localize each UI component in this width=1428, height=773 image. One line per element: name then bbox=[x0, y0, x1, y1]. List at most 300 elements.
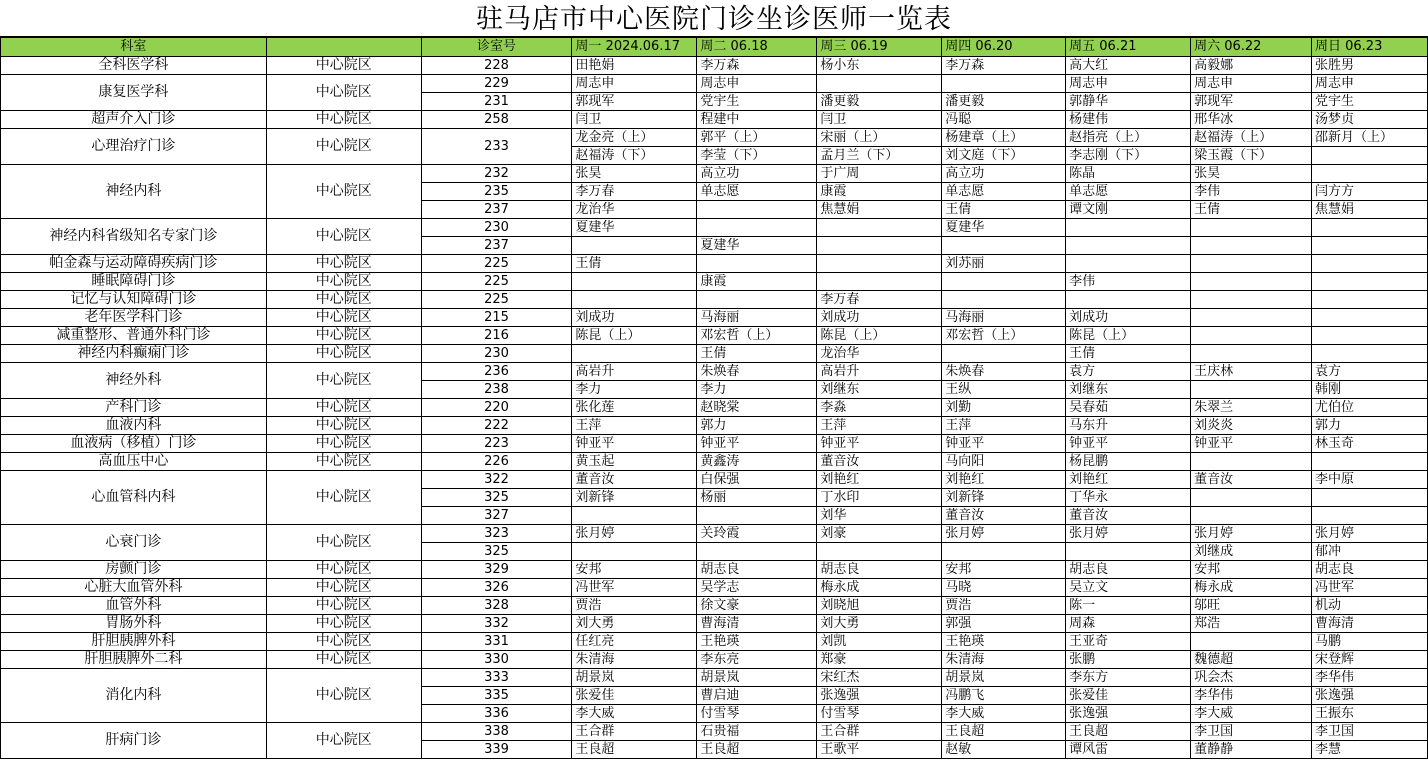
doctor-cell[interactable]: 吴立文 bbox=[1066, 579, 1191, 597]
doctor-cell[interactable]: 赵敏 bbox=[942, 741, 1066, 759]
doctor-cell[interactable]: 张爱佳 bbox=[572, 687, 697, 705]
doctor-cell[interactable]: 焦慧娟 bbox=[1312, 201, 1428, 219]
doctor-cell[interactable]: 张逸强 bbox=[1312, 687, 1428, 705]
doctor-cell[interactable]: 李伟 bbox=[1066, 273, 1191, 291]
doctor-cell[interactable] bbox=[1312, 273, 1428, 291]
doctor-cell[interactable]: 袁方 bbox=[1066, 363, 1191, 381]
doctor-cell[interactable]: 梅永成 bbox=[1191, 579, 1312, 597]
doctor-cell[interactable]: 钟亚平 bbox=[817, 435, 942, 453]
doctor-cell[interactable]: 李万春 bbox=[572, 183, 697, 201]
doctor-cell[interactable]: 邢华冰 bbox=[1191, 111, 1312, 129]
doctor-cell[interactable]: 曹启迪 bbox=[697, 687, 817, 705]
doctor-cell[interactable]: 李卫国 bbox=[1312, 723, 1428, 741]
doctor-cell[interactable] bbox=[1191, 237, 1312, 255]
doctor-cell[interactable] bbox=[1191, 273, 1312, 291]
doctor-cell[interactable]: 张爱佳 bbox=[1066, 687, 1191, 705]
doctor-cell[interactable]: 王庆林 bbox=[1191, 363, 1312, 381]
doctor-cell[interactable]: 朱清海 bbox=[572, 651, 697, 669]
doctor-cell[interactable]: 杨小东 bbox=[817, 57, 942, 75]
doctor-cell[interactable]: 丁华永 bbox=[1066, 489, 1191, 507]
room-cell[interactable]: 223 bbox=[421, 435, 572, 453]
doctor-cell[interactable]: 郑浩 bbox=[1191, 615, 1312, 633]
doctor-cell[interactable]: 陈昆（上） bbox=[817, 327, 942, 345]
doctor-cell[interactable]: 刘艳红 bbox=[1066, 471, 1191, 489]
doctor-cell[interactable]: 刘成功 bbox=[572, 309, 697, 327]
doctor-cell[interactable]: 李志刚（下） bbox=[1066, 147, 1191, 165]
doctor-cell[interactable] bbox=[1191, 633, 1312, 651]
doctor-cell[interactable] bbox=[572, 345, 697, 363]
doctor-cell[interactable]: 刘新锋 bbox=[572, 489, 697, 507]
doctor-cell[interactable]: 刘华 bbox=[817, 507, 942, 525]
doctor-cell[interactable]: 邓宏哲（上） bbox=[942, 327, 1066, 345]
doctor-cell[interactable]: 张化莲 bbox=[572, 399, 697, 417]
department-cell[interactable]: 超声介入门诊 bbox=[1, 111, 267, 129]
doctor-cell[interactable]: 李大威 bbox=[942, 705, 1066, 723]
doctor-cell[interactable] bbox=[942, 543, 1066, 561]
doctor-cell[interactable] bbox=[817, 237, 942, 255]
department-cell[interactable]: 高血压中心 bbox=[1, 453, 267, 471]
doctor-cell[interactable]: 王良超 bbox=[697, 741, 817, 759]
doctor-cell[interactable]: 高立功 bbox=[942, 165, 1066, 183]
doctor-cell[interactable]: 焦慧娟 bbox=[817, 201, 942, 219]
room-cell[interactable]: 258 bbox=[421, 111, 572, 129]
doctor-cell[interactable] bbox=[1191, 507, 1312, 525]
doctor-cell[interactable]: 王倩 bbox=[1191, 201, 1312, 219]
doctor-cell[interactable] bbox=[942, 291, 1066, 309]
doctor-cell[interactable]: 黄玉起 bbox=[572, 453, 697, 471]
campus-cell[interactable]: 中心院区 bbox=[266, 525, 421, 561]
doctor-cell[interactable] bbox=[817, 273, 942, 291]
doctor-cell[interactable]: 马晓 bbox=[942, 579, 1066, 597]
doctor-cell[interactable]: 韩刚 bbox=[1312, 381, 1428, 399]
room-cell[interactable]: 222 bbox=[421, 417, 572, 435]
room-cell[interactable]: 330 bbox=[421, 651, 572, 669]
room-cell[interactable]: 216 bbox=[421, 327, 572, 345]
department-cell[interactable]: 康复医学科 bbox=[1, 75, 267, 111]
doctor-cell[interactable] bbox=[942, 237, 1066, 255]
doctor-cell[interactable] bbox=[1191, 381, 1312, 399]
campus-cell[interactable]: 中心院区 bbox=[266, 399, 421, 417]
doctor-cell[interactable] bbox=[1191, 255, 1312, 273]
doctor-cell[interactable]: 王萍 bbox=[572, 417, 697, 435]
doctor-cell[interactable]: 刘成功 bbox=[817, 309, 942, 327]
doctor-cell[interactable] bbox=[817, 255, 942, 273]
campus-cell[interactable]: 中心院区 bbox=[266, 363, 421, 399]
doctor-cell[interactable]: 宋红杰 bbox=[817, 669, 942, 687]
doctor-cell[interactable]: 龙治华 bbox=[817, 345, 942, 363]
doctor-cell[interactable]: 钟亚平 bbox=[572, 435, 697, 453]
doctor-cell[interactable]: 夏建华 bbox=[942, 219, 1066, 237]
doctor-cell[interactable]: 石贵福 bbox=[697, 723, 817, 741]
department-cell[interactable]: 肝病门诊 bbox=[1, 723, 267, 759]
doctor-cell[interactable]: 董音汝 bbox=[1191, 471, 1312, 489]
doctor-cell[interactable]: 李万森 bbox=[697, 57, 817, 75]
doctor-cell[interactable]: 李力 bbox=[572, 381, 697, 399]
room-cell[interactable]: 332 bbox=[421, 615, 572, 633]
doctor-cell[interactable]: 王合群 bbox=[817, 723, 942, 741]
department-cell[interactable]: 血液内科 bbox=[1, 417, 267, 435]
doctor-cell[interactable]: 王萍 bbox=[942, 417, 1066, 435]
doctor-cell[interactable]: 钟亚平 bbox=[697, 435, 817, 453]
doctor-cell[interactable]: 王亚奇 bbox=[1066, 633, 1191, 651]
doctor-cell[interactable]: 董音汝 bbox=[1066, 507, 1191, 525]
doctor-cell[interactable]: 郭力 bbox=[697, 417, 817, 435]
doctor-cell[interactable]: 胡景岚 bbox=[572, 669, 697, 687]
doctor-cell[interactable]: 刘文庭（下） bbox=[942, 147, 1066, 165]
doctor-cell[interactable] bbox=[817, 75, 942, 93]
header-day-thu[interactable]: 周四 06.20 bbox=[942, 38, 1066, 57]
doctor-cell[interactable]: 田艳娟 bbox=[572, 57, 697, 75]
doctor-cell[interactable] bbox=[1312, 507, 1428, 525]
room-cell[interactable]: 331 bbox=[421, 633, 572, 651]
doctor-cell[interactable]: 钟亚平 bbox=[1066, 435, 1191, 453]
doctor-cell[interactable]: 汤梦贞 bbox=[1312, 111, 1428, 129]
doctor-cell[interactable]: 王倩 bbox=[1066, 345, 1191, 363]
campus-cell[interactable]: 中心院区 bbox=[266, 219, 421, 255]
doctor-cell[interactable]: 李淼 bbox=[817, 399, 942, 417]
doctor-cell[interactable]: 李莹（下） bbox=[697, 147, 817, 165]
room-cell[interactable]: 226 bbox=[421, 453, 572, 471]
doctor-cell[interactable] bbox=[1066, 291, 1191, 309]
campus-cell[interactable]: 中心院区 bbox=[266, 111, 421, 129]
doctor-cell[interactable]: 胡景岚 bbox=[942, 669, 1066, 687]
doctor-cell[interactable] bbox=[1191, 327, 1312, 345]
doctor-cell[interactable]: 朱翠兰 bbox=[1191, 399, 1312, 417]
campus-cell[interactable]: 中心院区 bbox=[266, 471, 421, 525]
doctor-cell[interactable]: 贾浩 bbox=[572, 597, 697, 615]
doctor-cell[interactable]: 刘继成 bbox=[1191, 543, 1312, 561]
doctor-cell[interactable]: 关玲霞 bbox=[697, 525, 817, 543]
doctor-cell[interactable]: 王纵 bbox=[942, 381, 1066, 399]
campus-cell[interactable]: 中心院区 bbox=[266, 435, 421, 453]
department-cell[interactable]: 记忆与认知障碍门诊 bbox=[1, 291, 267, 309]
room-cell[interactable]: 232 bbox=[421, 165, 572, 183]
room-cell[interactable]: 323 bbox=[421, 525, 572, 543]
room-cell[interactable]: 229 bbox=[421, 75, 572, 93]
doctor-cell[interactable]: 李万森 bbox=[942, 57, 1066, 75]
doctor-cell[interactable]: 王良超 bbox=[572, 741, 697, 759]
doctor-cell[interactable]: 吴学志 bbox=[697, 579, 817, 597]
campus-cell[interactable]: 中心院区 bbox=[266, 615, 421, 633]
room-cell[interactable]: 225 bbox=[421, 291, 572, 309]
doctor-cell[interactable]: 杨建章（上） bbox=[942, 129, 1066, 147]
department-cell[interactable]: 帕金森与运动障碍疾病门诊 bbox=[1, 255, 267, 273]
doctor-cell[interactable]: 党宇生 bbox=[1312, 93, 1428, 111]
doctor-cell[interactable]: 李卫国 bbox=[1191, 723, 1312, 741]
doctor-cell[interactable]: 刘豪 bbox=[817, 525, 942, 543]
doctor-cell[interactable]: 刘新锋 bbox=[942, 489, 1066, 507]
department-cell[interactable]: 肝胆胰脾外科 bbox=[1, 633, 267, 651]
doctor-cell[interactable]: 刘大勇 bbox=[817, 615, 942, 633]
department-cell[interactable]: 全科医学科 bbox=[1, 57, 267, 75]
doctor-cell[interactable]: 于广周 bbox=[817, 165, 942, 183]
doctor-cell[interactable]: 冯聪 bbox=[942, 111, 1066, 129]
room-cell[interactable]: 335 bbox=[421, 687, 572, 705]
doctor-cell[interactable]: 周志申 bbox=[572, 75, 697, 93]
department-cell[interactable]: 血液病（移植）门诊 bbox=[1, 435, 267, 453]
room-cell[interactable]: 336 bbox=[421, 705, 572, 723]
doctor-cell[interactable]: 安邦 bbox=[572, 561, 697, 579]
doctor-cell[interactable]: 贾浩 bbox=[942, 597, 1066, 615]
department-cell[interactable]: 神经内科癫痫门诊 bbox=[1, 345, 267, 363]
room-cell[interactable]: 225 bbox=[421, 273, 572, 291]
doctor-cell[interactable] bbox=[1312, 165, 1428, 183]
campus-cell[interactable]: 中心院区 bbox=[266, 633, 421, 651]
doctor-cell[interactable]: 龙金亮（上） bbox=[572, 129, 697, 147]
doctor-cell[interactable]: 李伟 bbox=[1191, 183, 1312, 201]
department-cell[interactable]: 心血管科内科 bbox=[1, 471, 267, 525]
doctor-cell[interactable]: 安邦 bbox=[1191, 561, 1312, 579]
campus-cell[interactable]: 中心院区 bbox=[266, 327, 421, 345]
doctor-cell[interactable]: 党宇生 bbox=[697, 93, 817, 111]
doctor-cell[interactable]: 马向阳 bbox=[942, 453, 1066, 471]
doctor-cell[interactable]: 安邦 bbox=[942, 561, 1066, 579]
campus-cell[interactable]: 中心院区 bbox=[266, 75, 421, 111]
room-cell[interactable]: 235 bbox=[421, 183, 572, 201]
doctor-cell[interactable]: 李万春 bbox=[817, 291, 942, 309]
doctor-cell[interactable]: 付雪琴 bbox=[817, 705, 942, 723]
doctor-cell[interactable]: 周志申 bbox=[697, 75, 817, 93]
doctor-cell[interactable]: 高毅娜 bbox=[1191, 57, 1312, 75]
header-day-tue[interactable]: 周二 06.18 bbox=[697, 38, 817, 57]
campus-cell[interactable]: 中心院区 bbox=[266, 57, 421, 75]
doctor-cell[interactable]: 吴春茹 bbox=[1066, 399, 1191, 417]
doctor-cell[interactable]: 刘艳红 bbox=[817, 471, 942, 489]
campus-cell[interactable]: 中心院区 bbox=[266, 723, 421, 759]
doctor-cell[interactable]: 陈昆（上） bbox=[572, 327, 697, 345]
department-cell[interactable]: 血管外科 bbox=[1, 597, 267, 615]
campus-cell[interactable]: 中心院区 bbox=[266, 309, 421, 327]
doctor-cell[interactable]: 刘苏丽 bbox=[942, 255, 1066, 273]
doctor-cell[interactable]: 刘继东 bbox=[817, 381, 942, 399]
room-cell[interactable]: 328 bbox=[421, 597, 572, 615]
doctor-cell[interactable]: 董音汝 bbox=[572, 471, 697, 489]
doctor-cell[interactable] bbox=[1066, 219, 1191, 237]
doctor-cell[interactable]: 刘继东 bbox=[1066, 381, 1191, 399]
doctor-cell[interactable]: 康霞 bbox=[817, 183, 942, 201]
doctor-cell[interactable]: 高立功 bbox=[697, 165, 817, 183]
header-day-wed[interactable]: 周三 06.19 bbox=[817, 38, 942, 57]
campus-cell[interactable]: 中心院区 bbox=[266, 579, 421, 597]
doctor-cell[interactable]: 胡志良 bbox=[697, 561, 817, 579]
doctor-cell[interactable]: 王歌平 bbox=[817, 741, 942, 759]
room-cell[interactable]: 225 bbox=[421, 255, 572, 273]
doctor-cell[interactable]: 谭文刚 bbox=[1066, 201, 1191, 219]
room-cell[interactable]: 215 bbox=[421, 309, 572, 327]
doctor-cell[interactable]: 张月婷 bbox=[1312, 525, 1428, 543]
doctor-cell[interactable] bbox=[697, 507, 817, 525]
doctor-cell[interactable]: 周志申 bbox=[1312, 75, 1428, 93]
room-cell[interactable]: 237 bbox=[421, 237, 572, 255]
doctor-cell[interactable]: 王良超 bbox=[942, 723, 1066, 741]
doctor-cell[interactable]: 付雪琴 bbox=[697, 705, 817, 723]
doctor-cell[interactable]: 高大红 bbox=[1066, 57, 1191, 75]
doctor-cell[interactable]: 杨昆鹏 bbox=[1066, 453, 1191, 471]
doctor-cell[interactable]: 马东升 bbox=[1066, 417, 1191, 435]
doctor-cell[interactable]: 朱焕春 bbox=[942, 363, 1066, 381]
doctor-cell[interactable]: 夏建华 bbox=[697, 237, 817, 255]
doctor-cell[interactable]: 周志申 bbox=[1191, 75, 1312, 93]
doctor-cell[interactable]: 王倩 bbox=[572, 255, 697, 273]
room-cell[interactable]: 325 bbox=[421, 489, 572, 507]
doctor-cell[interactable]: 李大威 bbox=[1191, 705, 1312, 723]
doctor-cell[interactable]: 李慧 bbox=[1312, 741, 1428, 759]
doctor-cell[interactable]: 朱清海 bbox=[942, 651, 1066, 669]
doctor-cell[interactable]: 程建中 bbox=[697, 111, 817, 129]
department-cell[interactable]: 老年医学科门诊 bbox=[1, 309, 267, 327]
campus-cell[interactable]: 中心院区 bbox=[266, 291, 421, 309]
room-cell[interactable]: 233 bbox=[421, 129, 572, 165]
campus-cell[interactable]: 中心院区 bbox=[266, 453, 421, 471]
doctor-cell[interactable]: 刘大勇 bbox=[572, 615, 697, 633]
doctor-cell[interactable]: 郑豪 bbox=[817, 651, 942, 669]
doctor-cell[interactable]: 曹海清 bbox=[1312, 615, 1428, 633]
doctor-cell[interactable]: 张逸强 bbox=[817, 687, 942, 705]
doctor-cell[interactable]: 王合群 bbox=[572, 723, 697, 741]
campus-cell[interactable]: 中心院区 bbox=[266, 345, 421, 363]
doctor-cell[interactable]: 郭现军 bbox=[572, 93, 697, 111]
doctor-cell[interactable]: 潘更毅 bbox=[942, 93, 1066, 111]
doctor-cell[interactable]: 孟月兰（下） bbox=[817, 147, 942, 165]
doctor-cell[interactable]: 董静静 bbox=[1191, 741, 1312, 759]
doctor-cell[interactable]: 张月婷 bbox=[572, 525, 697, 543]
department-cell[interactable]: 肝胆胰脾外二科 bbox=[1, 651, 267, 669]
doctor-cell[interactable]: 杨建伟 bbox=[1066, 111, 1191, 129]
department-cell[interactable]: 胃肠外科 bbox=[1, 615, 267, 633]
doctor-cell[interactable]: 郭静华 bbox=[1066, 93, 1191, 111]
room-cell[interactable]: 329 bbox=[421, 561, 572, 579]
doctor-cell[interactable]: 李东方 bbox=[1066, 669, 1191, 687]
doctor-cell[interactable]: 董音汝 bbox=[942, 507, 1066, 525]
department-cell[interactable]: 心脏大血管外科 bbox=[1, 579, 267, 597]
doctor-cell[interactable]: 胡志良 bbox=[1312, 561, 1428, 579]
doctor-cell[interactable]: 黄鑫涛 bbox=[697, 453, 817, 471]
doctor-cell[interactable]: 龙治华 bbox=[572, 201, 697, 219]
doctor-cell[interactable]: 刘勤 bbox=[942, 399, 1066, 417]
doctor-cell[interactable] bbox=[1191, 219, 1312, 237]
doctor-cell[interactable]: 王振东 bbox=[1312, 705, 1428, 723]
doctor-cell[interactable] bbox=[572, 237, 697, 255]
doctor-cell[interactable] bbox=[697, 291, 817, 309]
doctor-cell[interactable]: 单志愿 bbox=[1066, 183, 1191, 201]
doctor-cell[interactable]: 刘成功 bbox=[1066, 309, 1191, 327]
doctor-cell[interactable]: 杨丽 bbox=[697, 489, 817, 507]
room-cell[interactable]: 230 bbox=[421, 219, 572, 237]
doctor-cell[interactable]: 朱焕春 bbox=[697, 363, 817, 381]
campus-cell[interactable]: 中心院区 bbox=[266, 417, 421, 435]
room-cell[interactable]: 333 bbox=[421, 669, 572, 687]
doctor-cell[interactable]: 邬旺 bbox=[1191, 597, 1312, 615]
department-cell[interactable]: 减重整形、普通外科门诊 bbox=[1, 327, 267, 345]
doctor-cell[interactable] bbox=[1312, 309, 1428, 327]
doctor-cell[interactable]: 郭力 bbox=[1312, 417, 1428, 435]
header-department[interactable]: 科室 bbox=[1, 38, 267, 57]
doctor-cell[interactable]: 陈昆（上） bbox=[1066, 327, 1191, 345]
doctor-cell[interactable]: 钟亚平 bbox=[1191, 435, 1312, 453]
doctor-cell[interactable]: 单志愿 bbox=[942, 183, 1066, 201]
doctor-cell[interactable] bbox=[572, 543, 697, 561]
doctor-cell[interactable] bbox=[942, 273, 1066, 291]
doctor-cell[interactable]: 马海丽 bbox=[942, 309, 1066, 327]
doctor-cell[interactable]: 冯世军 bbox=[1312, 579, 1428, 597]
campus-cell[interactable]: 中心院区 bbox=[266, 273, 421, 291]
doctor-cell[interactable]: 邵新月（上） bbox=[1312, 129, 1428, 147]
doctor-cell[interactable]: 赵指亮（上） bbox=[1066, 129, 1191, 147]
doctor-cell[interactable]: 张鹏 bbox=[1066, 651, 1191, 669]
doctor-cell[interactable]: 李中原 bbox=[1312, 471, 1428, 489]
doctor-cell[interactable] bbox=[1312, 345, 1428, 363]
doctor-cell[interactable]: 曹海清 bbox=[697, 615, 817, 633]
doctor-cell[interactable] bbox=[817, 219, 942, 237]
doctor-cell[interactable] bbox=[1066, 543, 1191, 561]
doctor-cell[interactable]: 宋登辉 bbox=[1312, 651, 1428, 669]
doctor-cell[interactable]: 周志申 bbox=[1066, 75, 1191, 93]
doctor-cell[interactable]: 张月婷 bbox=[1191, 525, 1312, 543]
room-cell[interactable]: 238 bbox=[421, 381, 572, 399]
room-cell[interactable]: 325 bbox=[421, 543, 572, 561]
department-cell[interactable]: 神经内科 bbox=[1, 165, 267, 219]
doctor-cell[interactable]: 巩会杰 bbox=[1191, 669, 1312, 687]
doctor-cell[interactable]: 胡景岚 bbox=[697, 669, 817, 687]
doctor-cell[interactable]: 邓宏哲（上） bbox=[697, 327, 817, 345]
doctor-cell[interactable]: 周森 bbox=[1066, 615, 1191, 633]
doctor-cell[interactable]: 刘炎炎 bbox=[1191, 417, 1312, 435]
doctor-cell[interactable]: 梅永成 bbox=[817, 579, 942, 597]
doctor-cell[interactable]: 冯鹏飞 bbox=[942, 687, 1066, 705]
department-cell[interactable]: 睡眠障碍门诊 bbox=[1, 273, 267, 291]
doctor-cell[interactable]: 陈晶 bbox=[1066, 165, 1191, 183]
doctor-cell[interactable] bbox=[942, 75, 1066, 93]
doctor-cell[interactable] bbox=[1312, 237, 1428, 255]
doctor-cell[interactable] bbox=[572, 291, 697, 309]
doctor-cell[interactable]: 董音汝 bbox=[817, 453, 942, 471]
doctor-cell[interactable]: 徐文豪 bbox=[697, 597, 817, 615]
department-cell[interactable]: 心理治疗门诊 bbox=[1, 129, 267, 165]
doctor-cell[interactable] bbox=[572, 273, 697, 291]
header-day-fri[interactable]: 周五 06.21 bbox=[1066, 38, 1191, 57]
doctor-cell[interactable]: 李华伟 bbox=[1191, 687, 1312, 705]
room-cell[interactable]: 338 bbox=[421, 723, 572, 741]
doctor-cell[interactable]: 马海丽 bbox=[697, 309, 817, 327]
campus-cell[interactable]: 中心院区 bbox=[266, 597, 421, 615]
header-day-sat[interactable]: 周六 06.22 bbox=[1191, 38, 1312, 57]
doctor-cell[interactable]: 郁冲 bbox=[1312, 543, 1428, 561]
doctor-cell[interactable] bbox=[697, 255, 817, 273]
doctor-cell[interactable]: 赵晓棠 bbox=[697, 399, 817, 417]
doctor-cell[interactable] bbox=[1191, 453, 1312, 471]
room-cell[interactable]: 237 bbox=[421, 201, 572, 219]
department-cell[interactable]: 神经内科省级知名专家门诊 bbox=[1, 219, 267, 255]
doctor-cell[interactable] bbox=[1312, 327, 1428, 345]
doctor-cell[interactable]: 赵福涛（下） bbox=[572, 147, 697, 165]
room-cell[interactable]: 339 bbox=[421, 741, 572, 759]
doctor-cell[interactable]: 张月婷 bbox=[1066, 525, 1191, 543]
campus-cell[interactable]: 中心院区 bbox=[266, 561, 421, 579]
header-day-sun[interactable]: 周日 06.23 bbox=[1312, 38, 1428, 57]
header-campus[interactable] bbox=[266, 38, 421, 57]
doctor-cell[interactable]: 马鹏 bbox=[1312, 633, 1428, 651]
department-cell[interactable]: 产科门诊 bbox=[1, 399, 267, 417]
doctor-cell[interactable]: 陈一 bbox=[1066, 597, 1191, 615]
doctor-cell[interactable]: 刘凯 bbox=[817, 633, 942, 651]
doctor-cell[interactable]: 袁方 bbox=[1312, 363, 1428, 381]
doctor-cell[interactable]: 宋丽（上） bbox=[817, 129, 942, 147]
doctor-cell[interactable]: 张昊 bbox=[1191, 165, 1312, 183]
doctor-cell[interactable]: 张胜男 bbox=[1312, 57, 1428, 75]
doctor-cell[interactable]: 王良超 bbox=[1066, 723, 1191, 741]
doctor-cell[interactable]: 闫方方 bbox=[1312, 183, 1428, 201]
doctor-cell[interactable] bbox=[1191, 345, 1312, 363]
